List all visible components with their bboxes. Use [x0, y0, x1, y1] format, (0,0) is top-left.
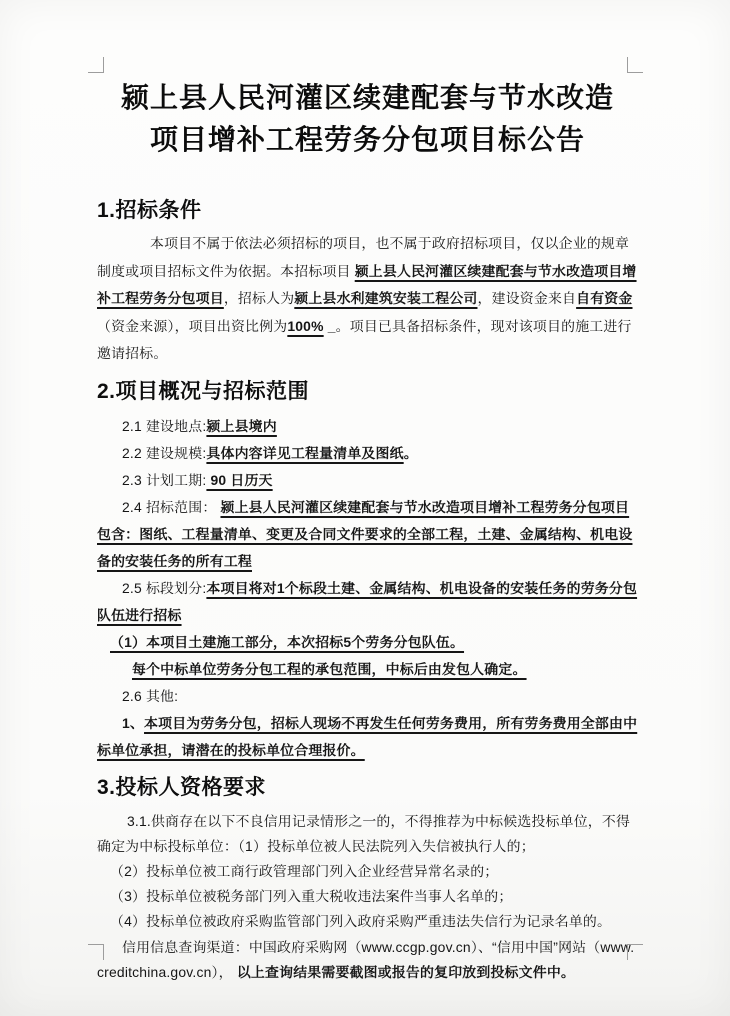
text-run: 自有资金	[576, 290, 633, 306]
document-title-line1: 颍上县人民河灌区续建配套与节水改造	[120, 82, 614, 113]
text-run: _	[323, 317, 336, 334]
text-run: 以上查询结果需要截图或报告的复印放到投标文件中。	[236, 963, 576, 980]
item-2-4-scope	[97, 494, 638, 575]
text-run: 2.4 招标范围：	[122, 498, 221, 515]
item-3-3-tax-violation	[97, 884, 638, 909]
item-2-3-duration	[97, 467, 638, 494]
page-corner-mark-bottom-right	[627, 944, 643, 960]
text-run: 2.2 建设规模:	[122, 444, 207, 461]
text-run: 90 日历天	[206, 471, 273, 488]
item-2-6-other	[97, 683, 638, 710]
item-2-5-sub-1	[97, 629, 638, 656]
text-run: 100%	[287, 317, 324, 334]
document-title-line2: 项目增补工程劳务分包项目标公告	[149, 124, 585, 155]
page-corner-mark-top-left	[88, 57, 104, 73]
section-3-heading: 3.投标人资格要求	[97, 775, 267, 799]
text-run: （3）投标单位被税务部门列入重大税收违法案件当事人名单的；	[110, 888, 513, 905]
para-3-1-credit-record	[97, 809, 638, 859]
document-title	[97, 77, 638, 161]
text-run: 2.1 建设地点:	[122, 417, 207, 434]
section-2-heading: 2.项目概况与招标范围	[97, 379, 310, 403]
text-run: （1）本项目土建施工部分，本次招标5个劳务分包队伍。	[110, 633, 465, 650]
section-bidder-qualifications	[97, 771, 638, 985]
text-run: 2.6 其他:	[122, 687, 179, 704]
item-2-6-note-1	[97, 710, 638, 764]
text-run: （2）投标单位被工商行政管理部门列入企业经营异常名录的；	[110, 862, 499, 879]
text-run: （4）投标单位被政府采购监管部门列入政府采购严重违法失信行为记录名单的。	[110, 913, 612, 930]
page-corner-mark-top-right	[627, 57, 643, 73]
text-run: 本项目将对1个标段土建、金属结构、机电设备的安装任务的劳务分包队伍进行招标	[97, 579, 638, 623]
para-credit-query-channels	[97, 935, 638, 985]
text-run: 2.5 标段划分:	[122, 579, 207, 596]
item-2-2-scale	[97, 440, 638, 467]
text-run: 颍上县境内	[206, 417, 277, 434]
text-run: 。项目已具备招标条件，现对该项目的施工进行邀请招标。	[97, 317, 632, 361]
item-2-5-sub-2	[97, 656, 638, 683]
section-1-heading: 1.招标条件	[97, 199, 202, 222]
page-corner-mark-bottom-left	[88, 944, 104, 960]
text-run: 本项目不属于依法必须招标的项目，也不属于政府招标项目，仅以企业的规章制度或项目招标文件为依据。本招标项目	[97, 235, 630, 279]
text-run: 每个中标单位劳务分包工程的承包范围，中标后由发包人确定。	[132, 660, 527, 677]
section-project-overview	[97, 375, 638, 764]
text-run: 1、	[122, 714, 145, 731]
text-run: 颍上县人民河灌区续建配套与节水改造项目增补工程劳务分包项目包含：图纸、工程量清单、变更及合同文件要求的全部工程，土建、金属结构、机电设备的安装任务的所有工程	[97, 498, 633, 569]
item-3-2-business-abnormal	[97, 859, 638, 884]
para-bidding-conditions	[97, 230, 638, 368]
text-run: 具体内容详见工程量清单及图纸	[206, 444, 404, 461]
section-bidding-conditions	[97, 194, 638, 368]
text-run: 。	[403, 444, 418, 461]
text-run: 本项目为劳务分包，招标人现场不再发生任何劳务费用，所有劳务费用全部由中标单位承担，请潜在的投标单位合理报价。	[97, 714, 638, 758]
text-run: ，招标人为	[223, 290, 295, 306]
item-2-1-location	[97, 413, 638, 440]
item-2-5-section-division	[97, 575, 638, 629]
item-3-4-procurement-violation	[97, 909, 638, 934]
text-run: 3.1.供商存在以下不良信用记录情形之一的，不得推荐为中标候选投标单位，不得确定为中标投标单位：（1）投标单位被人民法院列入失信被执行人的；	[97, 812, 631, 854]
text-run: 颍上县水利建筑安装工程公司	[294, 290, 478, 306]
text-run: （资金来源），项目出资比例为	[97, 317, 288, 334]
text-run: ，建设资金来自	[477, 290, 577, 306]
text-run: 2.3 计划工期:	[122, 471, 207, 488]
text-run: 颍上县人民河灌区续建配套与节水改造项目增补工程劳务分包项目	[97, 262, 637, 306]
text-run: 信用信息查询渠道：中国政府采购网（www.ccgp.gov.cn）、“信用中国”网站（www.creditchina.gov.cn），	[97, 938, 635, 980]
